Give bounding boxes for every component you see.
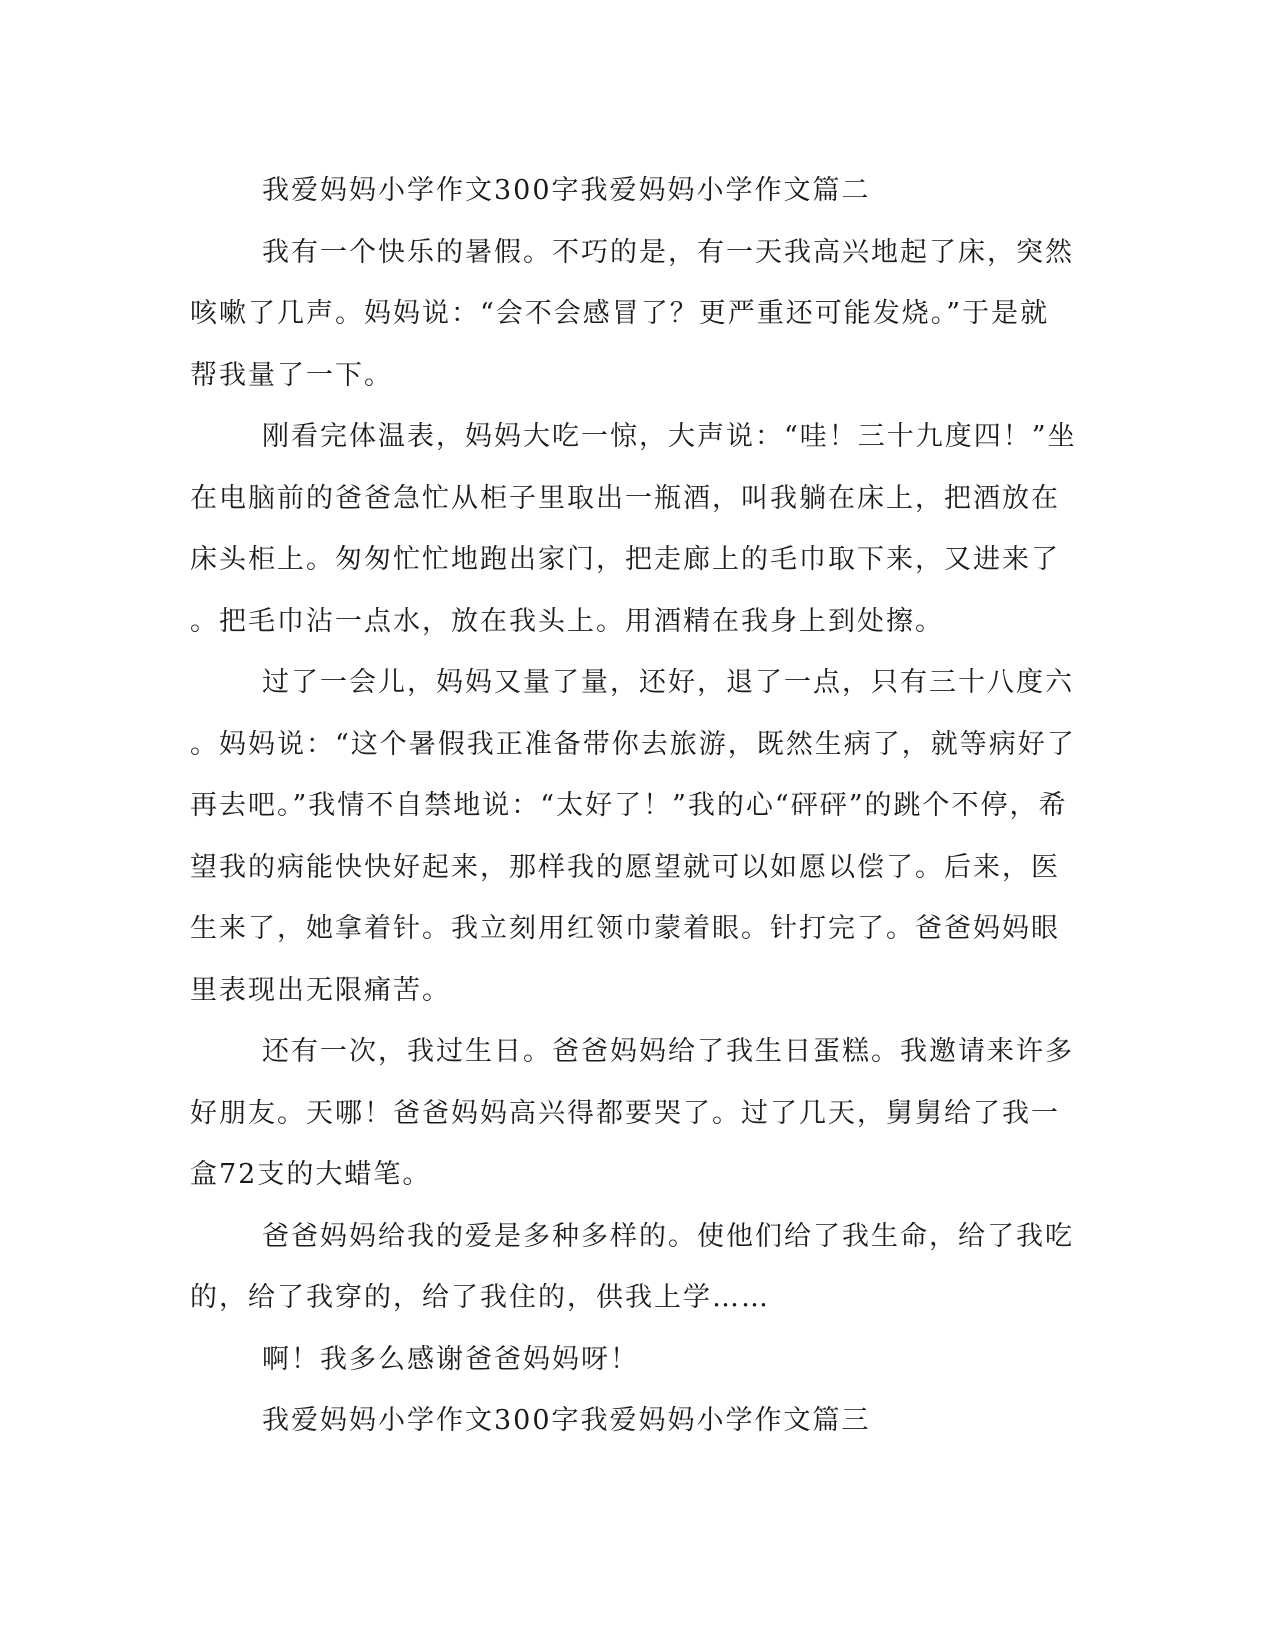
text-line: 啊！我多么感谢爸爸妈妈呀！ — [262, 1343, 639, 1375]
text-line: 里表现出无限痛苦。 — [190, 974, 451, 1006]
text-line: 生来了，她拿着针。我立刻用红领巾蒙着眼。针打完了。爸爸妈妈眼 — [190, 913, 1060, 944]
text-line: 的，给了我穿的，给了我住的，供我上学…… — [190, 1282, 770, 1313]
text-line: 咳嗽了几声。妈妈说：“会不会感冒了？更严重还可能发烧。”于是就 — [190, 298, 1050, 329]
text-line: 。把毛巾沾一点水，放在我头上。用酒精在我身上到处擦。 — [190, 605, 944, 637]
section-heading-3: 我爱妈妈小学作文300字我爱妈妈小学作文篇三 — [262, 1405, 871, 1436]
text-line: 盒72支的大蜡笔。 — [190, 1159, 432, 1190]
text-line: 好朋友。天哪！爸爸妈妈高兴得都要哭了。过了几天，舅舅给了我一 — [190, 1097, 1060, 1129]
text-line: 帮我量了一下。 — [190, 359, 393, 391]
text-line: 爸爸妈妈给我的爱是多种多样的。使他们给了我生命，给了我吃 — [262, 1220, 1074, 1252]
section-heading-2: 我爱妈妈小学作文300字我爱妈妈小学作文篇二 — [262, 175, 871, 206]
text-line: 床头柜上。匆匆忙忙地跑出家门，把走廊上的毛巾取下来，又进来了 — [190, 544, 1060, 575]
text-line: 我有一个快乐的暑假。不巧的是，有一天我高兴地起了床，突然 — [262, 236, 1074, 268]
text-line: 还有一次，我过生日。爸爸妈妈给了我生日蛋糕。我邀请来许多 — [262, 1036, 1074, 1067]
text-line: 。妈妈说：“这个暑假我正准备带你去旅游，既然生病了，就等病好了 — [190, 728, 1076, 760]
text-line: 过了一会儿，妈妈又量了量，还好，退了一点，只有三十八度六 — [262, 667, 1074, 698]
text-line: 望我的病能快快好起来，那样我的愿望就可以如愿以偿了。后来，医 — [190, 851, 1060, 883]
text-line: 刚看完体温表，妈妈大吃一惊，大声说：“哇！三十九度四！”坐 — [262, 421, 1077, 452]
text-line: 再去吧。”我情不自禁地说：“太好了！”我的心“砰砰”的跳个不停，希 — [190, 790, 1068, 821]
essay-body — [190, 160, 1075, 1452]
text-line: 在电脑前的爸爸急忙从柜子里取出一瓶酒，叫我躺在床上，把酒放在 — [190, 482, 1060, 514]
